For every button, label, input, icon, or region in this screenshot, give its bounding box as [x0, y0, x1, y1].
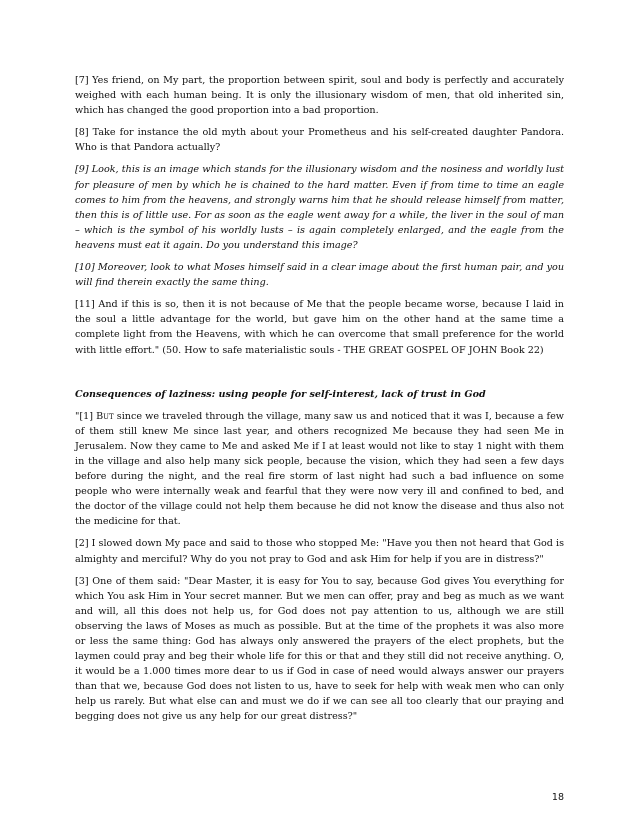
- paragraph-10: [10] Moreover, look to what Moses himself said in a clear image about the first human pair, and you will find therein exactly the same thing.: [75, 262, 564, 289]
- paragraph-3: [3] One of them said: "Dear Master, it is easy for You to say, because God gives You everything for which You ask Him in Your secret manner. But we men can offer, pray and beg as much as we want and will, all this does not help us, for God does not pay attention to us, although we are still observing the laws of Moses as much as possible. But at the time of the prophets it was also more or less the same thing: God has always only answered the prayers of the elect prophets, but the laymen could pray and beg their whole life for this or that and they still did not receive anything. O, it would be a 1.000 times more dear to us if God in case of need would always answer our prayers than that we, because God does not listen to us, have to seek for help with weak men who can only help us rarely. But what else can and must we do if we can see all too clearly that our praying and begging does not give us any help for our great distress?": [75, 575, 564, 723]
- paragraph-11: [11] And if this is so, then it is not because of Me that the people became worse, because I laid in the soul a little advantage for the world, but gave him on the other hand at the same time a complete light from the Heavens, with which he can overcome that small preference for the world with little effort." (50. How to safe materialistic souls - THE GREAT GOSPEL OF JOHN Book 22): [75, 299, 564, 356]
- paragraph-1-rest: since we traveled through the village, many saw us and noticed that it was I, because a few of them still knew Me since last year, and others recognized Me because they had seen Me in Jerusalem. Now they came to Me and asked Me if I at least would not like to stay 1 night with them in the village and also help many sick people, because the vision, which they had seen a few days before during the night, and the real fire storm of last night had such a bad influence on some people who were internally weak and fearful that they were now very ill and confined to bed, and the doctor of the village could not help them because he did not know the disease and thus also not the medicine for that.: [75, 410, 564, 528]
- section-heading: Consequences of laziness: using people for self-interest, lack of trust in God: [75, 388, 486, 400]
- page-number: 18: [551, 792, 564, 803]
- paragraph-1-lead: "[1]: [75, 410, 97, 422]
- paragraph-9: [9] Look, this is an image which stands for the illusionary wisdom and the nosiness and worldly lust for pleasure of men by which he is chained to the hard matter. Even if from time to time an eagle comes to him from the heavens, and strongly warns him that he should release himself from matter, then this is of little use. For as soon as the eagle went away for a while, the liver in the soul of man – which is the symbol of his worldly lusts – is again completely enlarged, and the eagle from the heavens must eat it again. Do you understand this image?: [75, 164, 564, 251]
- paragraph-7: [7] Yes friend, on My part, the proportion between spirit, soul and body is perfectly and accurately weighed with each human being. It is only the illusionary wisdom of men, that old inherited sin, which has changed the good proportion into a bad proportion.: [75, 75, 564, 117]
- paragraph-1-smallcaps: But: [96, 410, 114, 422]
- paragraph-1: [75, 409, 564, 530]
- section-gap: [75, 365, 564, 387]
- paragraph-2: [2] I slowed down My pace and said to those who stopped Me: "Have you then not heard that God is almighty and merciful? Why do you not pray to God and ask Him for help if you are in distress?": [75, 538, 564, 565]
- page-content: [75, 73, 564, 732]
- paragraph-8: [8] Take for instance the old myth about your Prometheus and his self-created daughter Pandora. Who is that Pandora actually?: [75, 127, 564, 154]
